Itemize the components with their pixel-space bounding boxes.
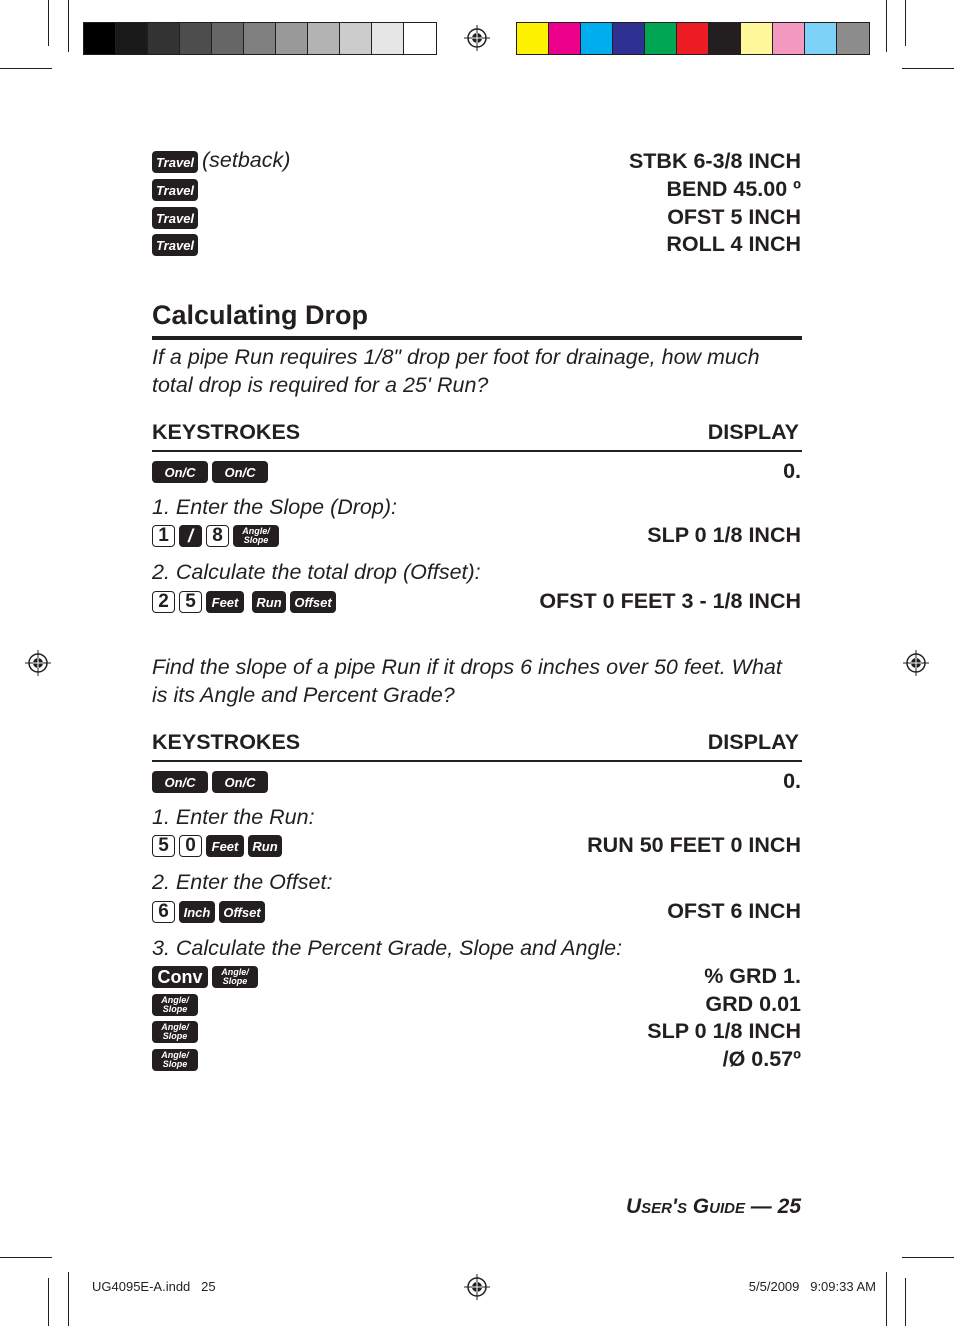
keystroke-row — [152, 523, 801, 549]
crop-mark — [48, 0, 49, 46]
registration-mark-icon — [903, 650, 929, 676]
offset-key: Offset — [219, 901, 265, 923]
onc-key: On/C — [212, 461, 268, 483]
color-swatch — [581, 23, 613, 54]
intro-row — [152, 205, 801, 231]
color-swatch — [340, 23, 372, 54]
crop-mark — [886, 0, 887, 52]
digit-1-key: 1 — [152, 525, 175, 547]
key-top-label: Angle/ — [161, 995, 189, 1005]
digit-5-key: 5 — [179, 591, 202, 613]
grayscale-bar — [83, 22, 437, 55]
color-swatch — [805, 23, 837, 54]
registration-mark-icon — [464, 1274, 490, 1300]
crop-mark — [902, 68, 954, 69]
color-swatch — [517, 23, 549, 54]
angle-slope-key — [152, 1021, 198, 1043]
display-value: OFST 0 FEET 3 - 1/8 INCH — [539, 589, 801, 613]
crop-mark — [0, 68, 52, 69]
keystroke-row — [152, 964, 801, 990]
display-header: DISPLAY — [707, 420, 799, 444]
travel-key: Travel — [152, 234, 198, 256]
step-label: 3. Calculate the Percent Grade, Slope and Angle: — [152, 936, 623, 960]
display-value: GRD 0.01 — [705, 992, 801, 1016]
crop-mark — [48, 1278, 49, 1326]
onc-key: On/C — [152, 771, 208, 793]
step-label: 1. Enter the Slope (Drop): — [152, 495, 397, 519]
keystroke-row — [152, 1047, 801, 1073]
display-value: ROLL 4 INCH — [666, 232, 801, 256]
section-rule — [152, 336, 802, 340]
onc-key: On/C — [152, 461, 208, 483]
keystrokes-header: KEYSTROKES — [152, 730, 301, 754]
display-value: RUN 50 FEET 0 INCH — [587, 833, 801, 857]
file-slug: UG4095E-A.indd 25 — [92, 1279, 216, 1294]
inch-key: Inch — [179, 901, 215, 923]
key-top-label: Angle/ — [242, 526, 270, 536]
print-timestamp: 5/5/2009 9:09:33 AM — [748, 1279, 876, 1294]
display-header: DISPLAY — [707, 730, 799, 754]
offset-key: Offset — [290, 591, 336, 613]
crop-mark — [886, 1272, 887, 1326]
display-value: SLP 0 1/8 INCH — [647, 1019, 801, 1043]
color-swatch — [404, 23, 436, 54]
color-swatch — [308, 23, 340, 54]
run-key: Run — [248, 835, 282, 857]
registration-mark-icon — [464, 25, 490, 51]
travel-key: Travel — [152, 179, 198, 201]
digit-0-key: 0 — [179, 835, 202, 857]
color-swatch — [180, 23, 212, 54]
crop-mark — [902, 1257, 954, 1258]
key-note: (setback) — [202, 147, 291, 172]
color-swatch — [613, 23, 645, 54]
keystroke-row — [152, 833, 801, 859]
crop-mark — [905, 1278, 906, 1326]
angle-slope-key — [152, 994, 198, 1016]
key-bottom-label: Slope — [222, 976, 248, 986]
keystrokes-header: KEYSTROKES — [152, 420, 301, 444]
display-value: % GRD 1. — [704, 964, 801, 988]
travel-key: Travel — [152, 151, 198, 173]
digit-5-key: 5 — [152, 835, 175, 857]
display-value: /Ø 0.57º — [722, 1047, 801, 1071]
key-bottom-label: Slope — [162, 1059, 188, 1069]
color-swatch — [148, 23, 180, 54]
color-swatch — [244, 23, 276, 54]
keystroke-row — [152, 459, 801, 485]
color-swatch — [276, 23, 308, 54]
travel-key: Travel — [152, 207, 198, 229]
color-bar — [516, 22, 870, 55]
color-swatch — [709, 23, 741, 54]
key-top-label: Angle/ — [221, 967, 249, 977]
step-label: 2. Calculate the total drop (Offset): — [152, 560, 481, 584]
display-value: OFST 6 INCH — [667, 899, 801, 923]
digit-8-key: 8 — [206, 525, 229, 547]
intro-row — [152, 232, 801, 258]
angle-slope-key — [152, 1049, 198, 1071]
display-value: 0. — [783, 459, 801, 483]
color-swatch — [116, 23, 148, 54]
display-value: OFST 5 INCH — [667, 205, 801, 229]
key-bottom-label: Slope — [162, 1031, 188, 1041]
color-swatch — [372, 23, 404, 54]
color-swatch — [645, 23, 677, 54]
page-footer: User's Guide — 25 — [625, 1195, 801, 1218]
key-bottom-label: Slope — [162, 1004, 188, 1014]
crop-mark — [68, 1272, 69, 1326]
key-bottom-label: Slope — [243, 535, 269, 545]
digit-2-key: 2 — [152, 591, 175, 613]
table-header — [152, 730, 801, 755]
display-value: SLP 0 1/8 INCH — [647, 523, 801, 547]
registration-mark-icon — [25, 650, 51, 676]
header-rule — [152, 450, 802, 452]
step-label: 1. Enter the Run: — [152, 805, 315, 829]
key-top-label: Angle/ — [161, 1050, 189, 1060]
key-top-label: Angle/ — [161, 1022, 189, 1032]
example-question: Find the slope of a pipe Run if it drops 6 inches over 50 feet. What is its Angle and Percent Grade? — [152, 655, 782, 707]
feet-key: Feet — [206, 591, 244, 613]
step-label: 2. Enter the Offset: — [152, 870, 333, 894]
crop-mark — [905, 0, 906, 46]
keystroke-row — [152, 992, 801, 1018]
keystroke-row — [152, 899, 801, 925]
angle-slope-key — [212, 966, 258, 988]
fraction-key: / — [179, 525, 202, 547]
color-swatch — [212, 23, 244, 54]
color-swatch — [837, 23, 869, 54]
color-swatch — [84, 23, 116, 54]
display-value: 0. — [783, 769, 801, 793]
color-swatch — [677, 23, 709, 54]
color-swatch — [773, 23, 805, 54]
example-question: If a pipe Run requires 1/8" drop per foot for drainage, how much total drop is required for a 25' Run? — [152, 345, 760, 397]
onc-key: On/C — [212, 771, 268, 793]
crop-mark — [0, 1257, 52, 1258]
crop-mark — [68, 0, 69, 52]
digit-6-key: 6 — [152, 901, 175, 923]
table-header — [152, 420, 801, 445]
color-swatch — [741, 23, 773, 54]
intro-row — [152, 149, 801, 175]
feet-key: Feet — [206, 835, 244, 857]
display-value: BEND 45.00 º — [666, 177, 801, 201]
conv-key: Conv — [152, 966, 208, 988]
angle-slope-key — [233, 525, 279, 547]
keystroke-row — [152, 1019, 801, 1045]
display-value: STBK 6-3/8 INCH — [628, 149, 801, 173]
keystroke-row — [152, 589, 801, 615]
keystroke-row — [152, 769, 801, 795]
color-swatch — [549, 23, 581, 54]
run-key: Run — [252, 591, 286, 613]
header-rule — [152, 760, 802, 762]
section-title: Calculating Drop — [152, 300, 369, 330]
intro-row — [152, 177, 801, 203]
